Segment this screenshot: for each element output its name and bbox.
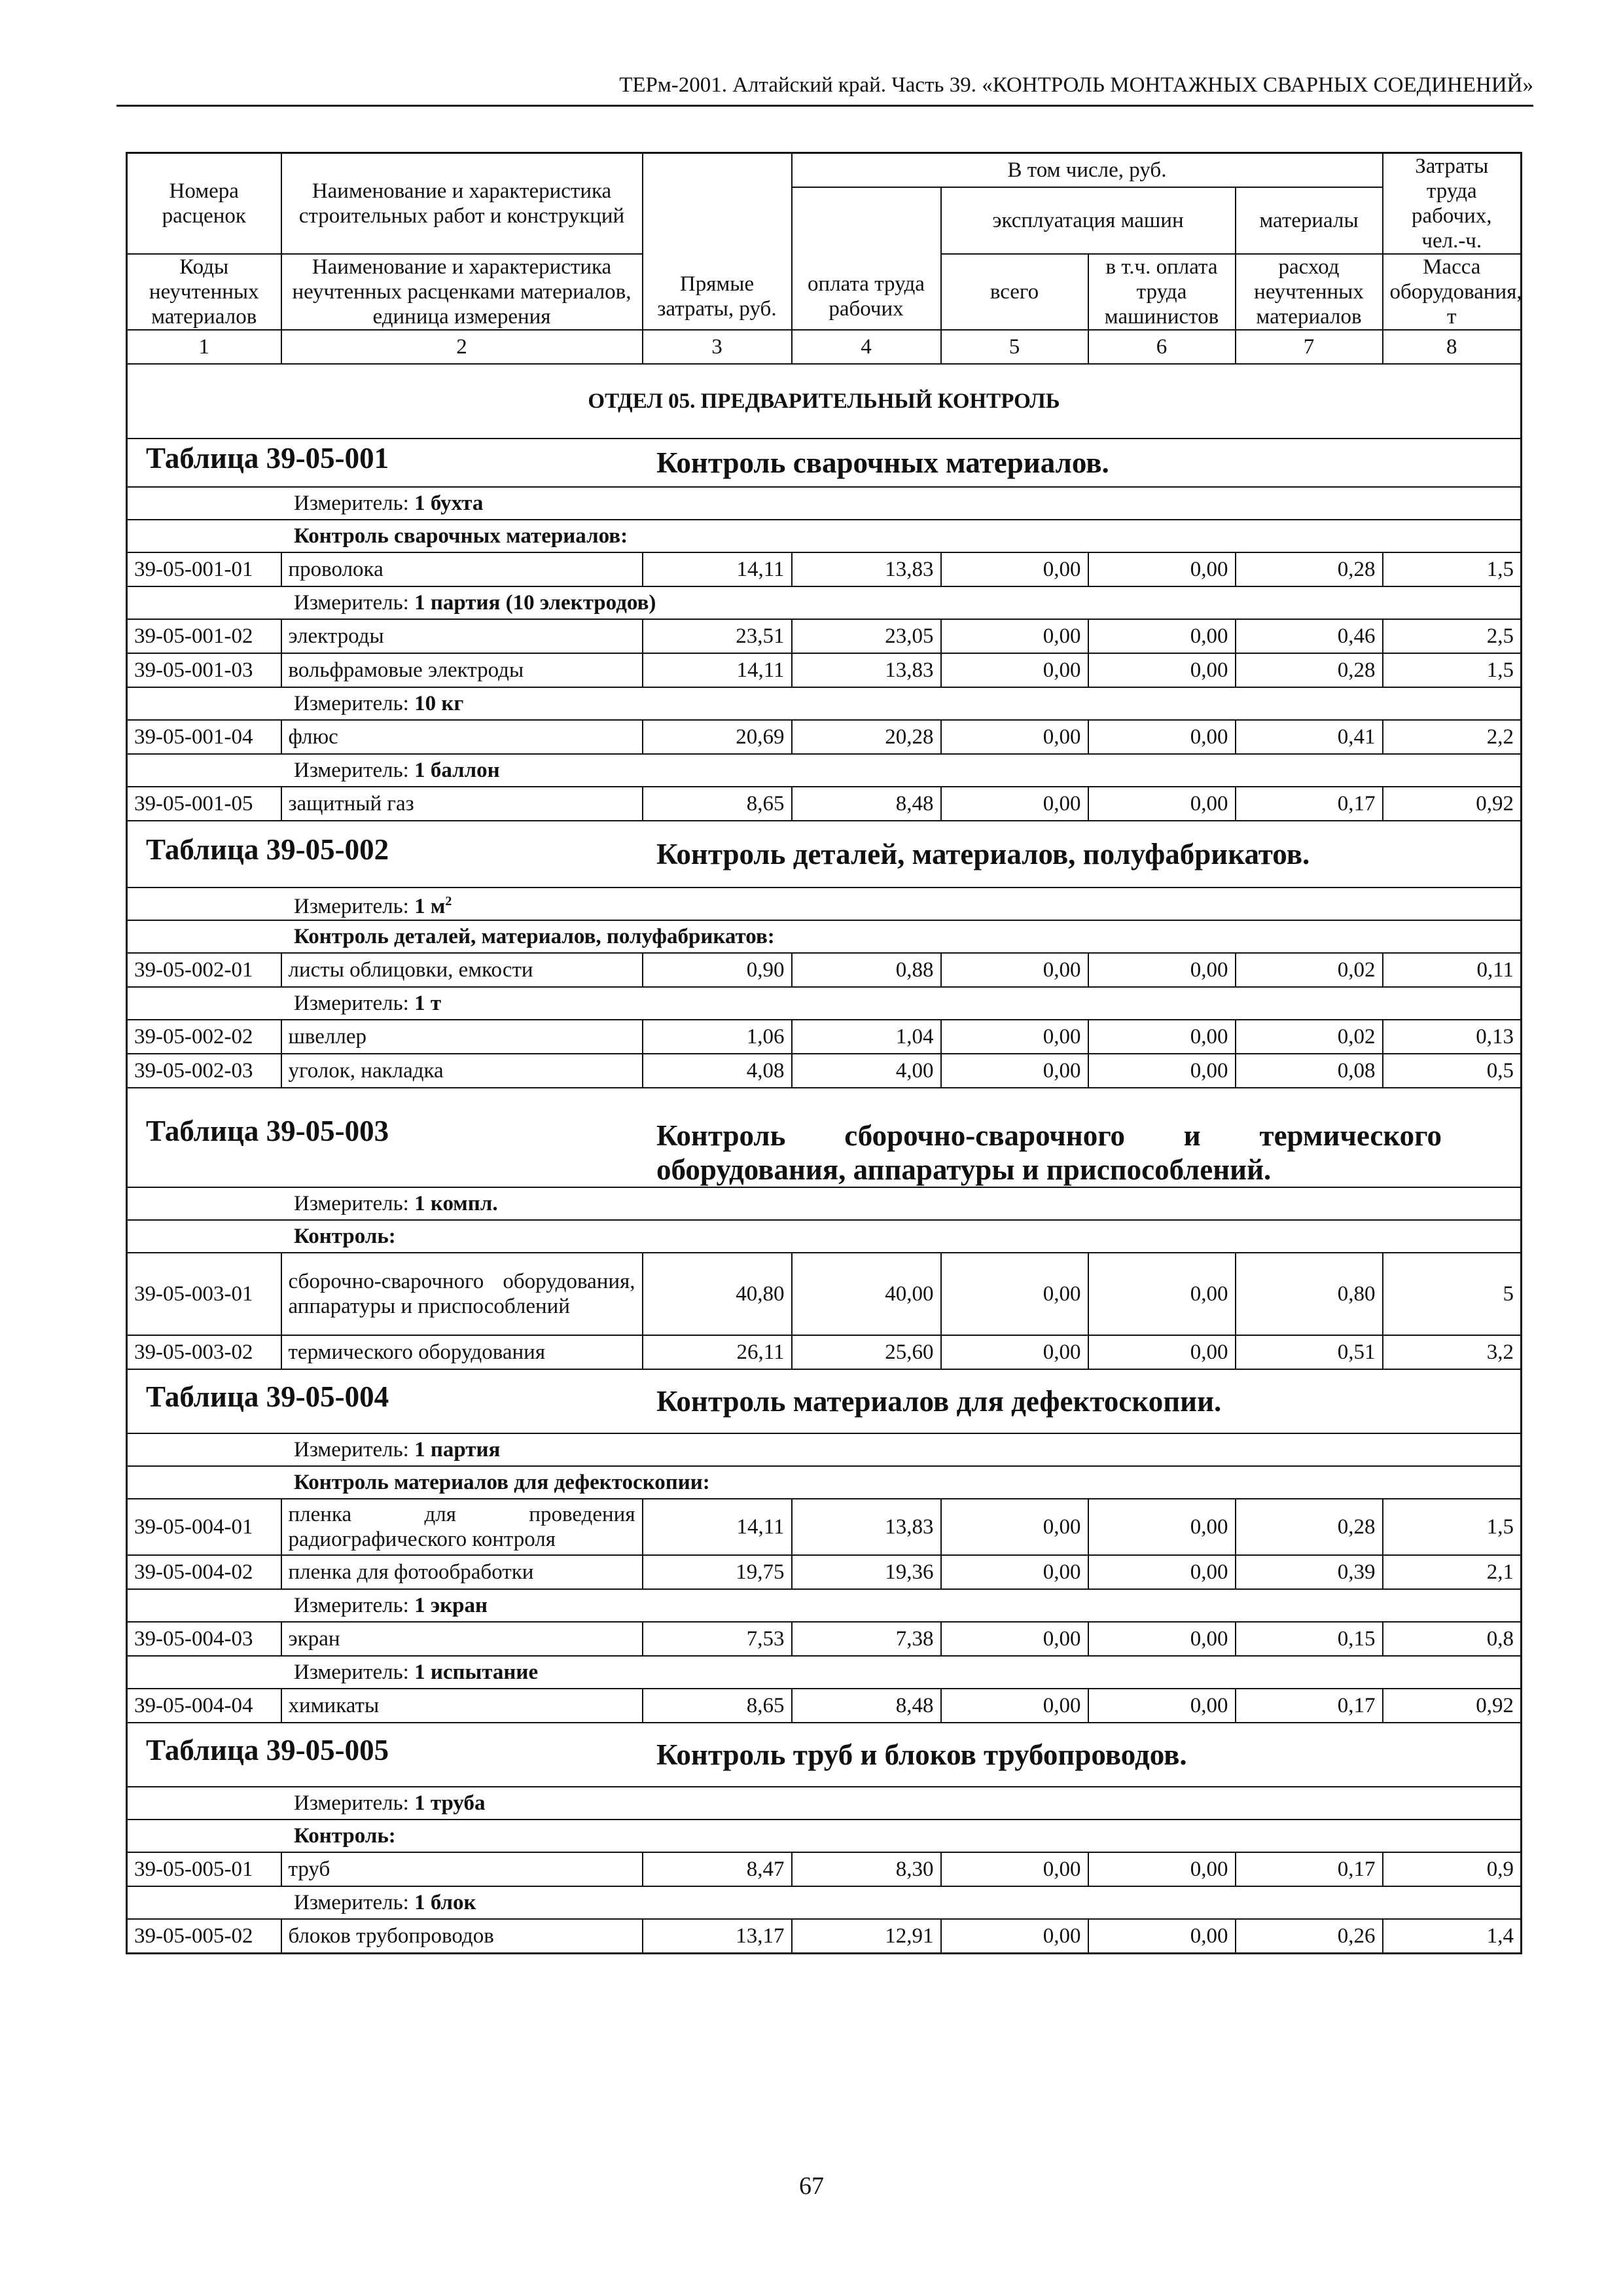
code-cell: 39-05-005-02 [127, 1919, 281, 1954]
table-row [127, 787, 1522, 821]
value-cell: 0,8 [1383, 1622, 1522, 1656]
value-cell: 0,00 [1088, 1622, 1236, 1656]
subhead-row [127, 920, 1522, 953]
meter-row [127, 687, 1522, 720]
value-cell: 14,11 [643, 653, 792, 687]
meter-superscript: 2 [445, 894, 452, 908]
meter-prefix: Измеритель: [294, 692, 409, 715]
value-cell: 8,30 [792, 1852, 941, 1886]
meter-row [127, 888, 1522, 920]
head-c2-bot: Наименование и характеристика неучтенных расценками материалов, единица измерения [281, 254, 643, 330]
meter-row [127, 1886, 1522, 1919]
section-title: ОТДЕЛ 05. ПРЕДВАРИТЕЛЬНЫЙ КОНТРОЛЬ [127, 364, 1522, 439]
subhead-row [127, 1820, 1522, 1852]
value-cell: 0,28 [1236, 552, 1383, 586]
page-number: 67 [799, 2172, 824, 2200]
meter-prefix: Измеритель: [294, 895, 409, 918]
value-cell: 0,92 [1383, 787, 1522, 821]
meter-prefix: Измеритель: [294, 1438, 409, 1462]
value-cell: 2,5 [1383, 619, 1522, 653]
table-label: Таблица 39-05-002 [146, 833, 389, 866]
value-cell: 0,00 [941, 1253, 1088, 1335]
value-cell: 0,00 [941, 1335, 1088, 1369]
value-cell: 4,08 [643, 1054, 792, 1088]
name-cell: экран [281, 1622, 643, 1656]
column-numbers-row [127, 330, 1522, 364]
value-cell: 0,00 [941, 1555, 1088, 1589]
value-cell: 23,05 [792, 619, 941, 653]
meter-row [127, 1589, 1522, 1622]
table-title: Контроль сборочно-сварочного и термического оборудования, аппаратуры и приспособлений. [656, 1119, 1442, 1186]
subhead: Контроль: [127, 1820, 1522, 1852]
value-cell: 0,00 [1088, 1020, 1236, 1054]
value-cell: 0,00 [941, 552, 1088, 586]
table-title: Контроль материалов для дефектоскопии. [656, 1385, 1222, 1418]
value-cell: 0,00 [941, 1919, 1088, 1954]
code-cell: 39-05-001-01 [127, 552, 281, 586]
head-c2-top: Наименование и характеристика строительных работ и конструкций [281, 153, 643, 255]
meter-prefix: Измеритель: [294, 492, 409, 515]
value-cell: 0,00 [941, 1020, 1088, 1054]
meter-value: 1 блок [414, 1891, 476, 1914]
code-cell: 39-05-004-01 [127, 1499, 281, 1555]
table-title-row [127, 1723, 1522, 1787]
meter-value: 1 партия [414, 1438, 501, 1462]
name-cell: защитный газ [281, 787, 643, 821]
table-row [127, 1919, 1522, 1954]
head-c1-top: Номера расценок [127, 153, 281, 255]
value-cell: 0,00 [941, 1689, 1088, 1723]
value-cell: 0,00 [941, 953, 1088, 987]
col-num: 5 [941, 330, 1088, 364]
price-table [126, 152, 1522, 1954]
value-cell: 13,83 [792, 653, 941, 687]
value-cell: 26,11 [643, 1335, 792, 1369]
table-row [127, 1499, 1522, 1555]
value-cell: 1,4 [1383, 1919, 1522, 1954]
value-cell: 1,5 [1383, 653, 1522, 687]
code-cell: 39-05-002-02 [127, 1020, 281, 1054]
table-row [127, 653, 1522, 687]
value-cell: 14,11 [643, 552, 792, 586]
name-cell: проволока [281, 552, 643, 586]
value-cell: 1,04 [792, 1020, 941, 1054]
value-cell: 0,13 [1383, 1020, 1522, 1054]
name-cell: листы облицовки, емкости [281, 953, 643, 987]
table-row [127, 953, 1522, 987]
value-cell: 0,00 [941, 619, 1088, 653]
meter-value: 1 м [414, 895, 446, 918]
meter-row [127, 586, 1522, 619]
value-cell: 13,17 [643, 1919, 792, 1954]
value-cell: 0,08 [1236, 1054, 1383, 1088]
value-cell: 0,00 [1088, 1054, 1236, 1088]
value-cell: 13,83 [792, 1499, 941, 1555]
head-machines: эксплуатация машин [941, 187, 1236, 254]
value-cell: 3,2 [1383, 1335, 1522, 1369]
meter-prefix: Измеритель: [294, 1891, 409, 1914]
code-cell: 39-05-002-03 [127, 1054, 281, 1088]
name-cell: труб [281, 1852, 643, 1886]
value-cell: 0,00 [1088, 1499, 1236, 1555]
value-cell: 0,02 [1236, 953, 1383, 987]
value-cell: 0,02 [1236, 1020, 1383, 1054]
table-label: Таблица 39-05-004 [146, 1380, 389, 1413]
value-cell: 23,51 [643, 619, 792, 653]
table-label: Таблица 39-05-005 [146, 1734, 389, 1767]
name-cell: флюс [281, 720, 643, 754]
head-c6: в т.ч. оплата труда машинистов [1088, 254, 1236, 330]
meter-prefix: Измеритель: [294, 1594, 409, 1617]
code-cell: 39-05-004-02 [127, 1555, 281, 1589]
name-cell: вольфрамовые электроды [281, 653, 643, 687]
code-cell: 39-05-001-02 [127, 619, 281, 653]
table-label: Таблица 39-05-003 [146, 1115, 389, 1147]
value-cell: 0,17 [1236, 1852, 1383, 1886]
meter-row [127, 1656, 1522, 1689]
table-title-row [127, 821, 1522, 888]
table-title-row [127, 1369, 1522, 1433]
name-cell: сборочно-сварочного оборудования, аппаратуры и приспособлений [281, 1253, 643, 1335]
meter-prefix: Измеритель: [294, 1192, 409, 1215]
value-cell: 20,28 [792, 720, 941, 754]
section-title-row [127, 364, 1522, 439]
value-cell: 0,00 [1088, 787, 1236, 821]
value-cell: 0,39 [1236, 1555, 1383, 1589]
meter-prefix: Измеритель: [294, 1791, 409, 1815]
table-label: Таблица 39-05-001 [146, 442, 389, 475]
table-row [127, 552, 1522, 586]
head-c8-bot: Масса оборудования, т [1383, 254, 1522, 330]
meter-value: 1 т [414, 992, 442, 1015]
meter-value: 1 испытание [414, 1660, 539, 1684]
head-c1-bot: Коды неучтенных материалов [127, 254, 281, 330]
value-cell: 0,00 [941, 1499, 1088, 1555]
table-row [127, 1335, 1522, 1369]
head-c8-top: Затраты труда рабочих, чел.-ч. [1383, 153, 1522, 255]
value-cell: 0,28 [1236, 1499, 1383, 1555]
meter-row [127, 1787, 1522, 1820]
value-cell: 0,17 [1236, 787, 1383, 821]
subhead-row [127, 1466, 1522, 1499]
name-cell: химикаты [281, 1689, 643, 1723]
code-cell: 39-05-001-03 [127, 653, 281, 687]
table-title: Контроль сварочных материалов. [656, 446, 1109, 479]
table-row [127, 1020, 1522, 1054]
table-row [127, 1555, 1522, 1589]
value-cell: 0,00 [941, 1852, 1088, 1886]
value-cell: 19,36 [792, 1555, 941, 1589]
value-cell: 0,80 [1236, 1253, 1383, 1335]
col-num: 1 [127, 330, 281, 364]
value-cell: 0,00 [1088, 953, 1236, 987]
name-cell: пленка для проведения радиографического контроля [281, 1499, 643, 1555]
value-cell: 1,5 [1383, 552, 1522, 586]
subhead: Контроль сварочных материалов: [127, 520, 1522, 552]
subhead: Контроль деталей, материалов, полуфабрикатов: [127, 920, 1522, 953]
value-cell: 2,1 [1383, 1555, 1522, 1589]
value-cell: 14,11 [643, 1499, 792, 1555]
value-cell: 0,9 [1383, 1852, 1522, 1886]
value-cell: 0,41 [1236, 720, 1383, 754]
value-cell: 7,38 [792, 1622, 941, 1656]
code-cell: 39-05-002-01 [127, 953, 281, 987]
value-cell: 0,00 [941, 1622, 1088, 1656]
col-num: 4 [792, 330, 941, 364]
meter-prefix: Измеритель: [294, 1660, 409, 1684]
value-cell: 0,00 [1088, 1852, 1236, 1886]
running-header-text: ТЕРм-2001. Алтайский край. Часть 39. «КОНТРОЛЬ МОНТАЖНЫХ СВАРНЫХ СОЕДИНЕНИЙ» [619, 73, 1533, 97]
table-title: Контроль труб и блоков трубопроводов. [656, 1738, 1187, 1771]
head-c7: расход неучтенных материалов [1236, 254, 1383, 330]
value-cell: 0,46 [1236, 619, 1383, 653]
meter-row [127, 1433, 1522, 1466]
head-c5: всего [941, 254, 1088, 330]
table-title-row [127, 439, 1522, 487]
value-cell: 0,15 [1236, 1622, 1383, 1656]
value-cell: 40,00 [792, 1253, 941, 1335]
table-row [127, 1253, 1522, 1335]
col-num: 6 [1088, 330, 1236, 364]
meter-value: 1 бухта [414, 492, 484, 515]
value-cell: 0,00 [1088, 1919, 1236, 1954]
code-cell: 39-05-004-03 [127, 1622, 281, 1656]
value-cell: 19,75 [643, 1555, 792, 1589]
table-row [127, 1054, 1522, 1088]
name-cell: пленка для фотообработки [281, 1555, 643, 1589]
table-title-row [127, 1088, 1522, 1187]
value-cell: 0,90 [643, 953, 792, 987]
running-header [116, 65, 1533, 107]
value-cell: 5 [1383, 1253, 1522, 1335]
value-cell: 0,00 [1088, 619, 1236, 653]
value-cell: 0,88 [792, 953, 941, 987]
col-num: 7 [1236, 330, 1383, 364]
code-cell: 39-05-005-01 [127, 1852, 281, 1886]
value-cell: 0,00 [1088, 653, 1236, 687]
value-cell: 4,00 [792, 1054, 941, 1088]
value-cell: 8,65 [643, 1689, 792, 1723]
value-cell: 12,91 [792, 1919, 941, 1954]
subhead: Контроль материалов для дефектоскопии: [127, 1466, 1522, 1499]
value-cell: 8,47 [643, 1852, 792, 1886]
col-num: 2 [281, 330, 643, 364]
head-c3: Прямые затраты, руб. [643, 153, 792, 331]
value-cell: 0,92 [1383, 1689, 1522, 1723]
table-row [127, 1852, 1522, 1886]
code-cell: 39-05-003-01 [127, 1253, 281, 1335]
value-cell: 0,00 [941, 720, 1088, 754]
price-table-wrapper [126, 152, 1520, 1954]
table-header-row-1 [127, 153, 1522, 188]
name-cell: электроды [281, 619, 643, 653]
subhead-row [127, 520, 1522, 552]
value-cell: 20,69 [643, 720, 792, 754]
table-row [127, 619, 1522, 653]
value-cell: 0,51 [1236, 1335, 1383, 1369]
subhead-row [127, 1220, 1522, 1253]
table-title: Контроль деталей, материалов, полуфабрикатов. [656, 838, 1310, 870]
meter-row [127, 987, 1522, 1020]
subhead: Контроль: [127, 1220, 1522, 1253]
value-cell: 1,5 [1383, 1499, 1522, 1555]
value-cell: 0,00 [1088, 720, 1236, 754]
col-num: 3 [643, 330, 792, 364]
value-cell: 0,26 [1236, 1919, 1383, 1954]
head-c4: оплата труда рабочих [792, 187, 941, 330]
value-cell: 7,53 [643, 1622, 792, 1656]
value-cell: 13,83 [792, 552, 941, 586]
code-cell: 39-05-003-02 [127, 1335, 281, 1369]
value-cell: 1,06 [643, 1020, 792, 1054]
value-cell: 0,28 [1236, 653, 1383, 687]
head-materials: материалы [1236, 187, 1383, 254]
meter-prefix: Измеритель: [294, 759, 409, 782]
value-cell: 40,80 [643, 1253, 792, 1335]
value-cell: 0,00 [941, 653, 1088, 687]
value-cell: 0,00 [1088, 1555, 1236, 1589]
meter-row [127, 487, 1522, 520]
value-cell: 0,00 [1088, 1335, 1236, 1369]
meter-prefix: Измеритель: [294, 591, 409, 615]
code-cell: 39-05-001-05 [127, 787, 281, 821]
code-cell: 39-05-004-04 [127, 1689, 281, 1723]
value-cell: 0,17 [1236, 1689, 1383, 1723]
value-cell: 0,00 [1088, 552, 1236, 586]
meter-value: 1 труба [414, 1791, 486, 1815]
value-cell: 0,00 [1088, 1689, 1236, 1723]
table-row [127, 1622, 1522, 1656]
value-cell: 0,5 [1383, 1054, 1522, 1088]
meter-value: 1 баллон [414, 759, 500, 782]
meter-row [127, 754, 1522, 787]
value-cell: 0,00 [941, 787, 1088, 821]
name-cell: швеллер [281, 1020, 643, 1054]
value-cell: 25,60 [792, 1335, 941, 1369]
value-cell: 0,00 [941, 1054, 1088, 1088]
head-incl: В том числе, руб. [792, 153, 1383, 188]
value-cell: 8,48 [792, 1689, 941, 1723]
col-num: 8 [1383, 330, 1522, 364]
table-row [127, 720, 1522, 754]
name-cell: блоков трубопроводов [281, 1919, 643, 1954]
value-cell: 8,65 [643, 787, 792, 821]
code-cell: 39-05-001-04 [127, 720, 281, 754]
meter-prefix: Измеритель: [294, 992, 409, 1015]
value-cell: 0,00 [1088, 1253, 1236, 1335]
meter-row [127, 1187, 1522, 1220]
name-cell: уголок, накладка [281, 1054, 643, 1088]
value-cell: 2,2 [1383, 720, 1522, 754]
table-row [127, 1689, 1522, 1723]
value-cell: 0,11 [1383, 953, 1522, 987]
meter-value: 1 экран [414, 1594, 488, 1617]
meter-value: 1 партия (10 электродов) [414, 591, 656, 615]
value-cell: 8,48 [792, 787, 941, 821]
name-cell: термического оборудования [281, 1335, 643, 1369]
meter-value: 1 компл. [414, 1192, 498, 1215]
meter-value: 10 кг [414, 692, 464, 715]
